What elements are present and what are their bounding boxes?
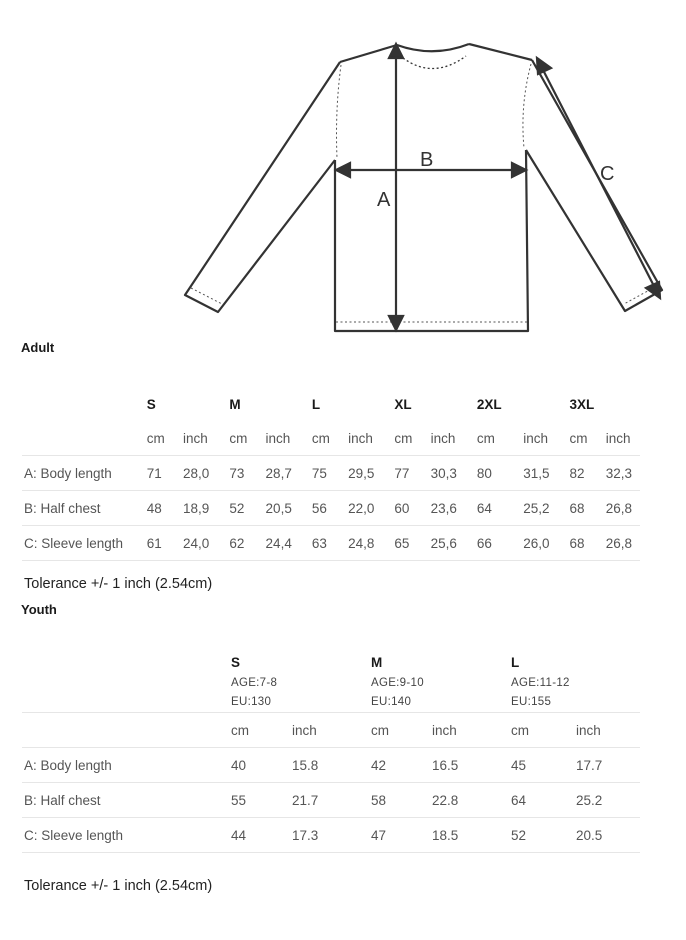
row-label: C: Sleeve length (22, 526, 145, 561)
corner-cell (22, 421, 145, 456)
measurement-value: 61 (145, 526, 181, 561)
adult-unit-row (22, 421, 640, 456)
table-row (22, 818, 640, 853)
measurement-value: 25,2 (521, 491, 567, 526)
unit-header: cm (227, 421, 263, 456)
measurement-value: 40 (229, 748, 290, 783)
label-a: A (377, 189, 391, 211)
measurement-value: 29,5 (346, 456, 392, 491)
measurement-value: 20,5 (264, 491, 310, 526)
measurement-value: 60 (392, 491, 428, 526)
measurement-value: 21.7 (290, 783, 369, 818)
age-label: AGE:7-8 (231, 677, 278, 689)
measurement-value: 26,8 (604, 526, 640, 561)
measurement-value: 65 (392, 526, 428, 561)
measurement-value: 23,6 (429, 491, 475, 526)
measurement-value: 30,3 (429, 456, 475, 491)
measurement-value: 17.3 (290, 818, 369, 853)
size-header: XL (394, 396, 412, 412)
youth-size-table (22, 632, 640, 853)
measurement-value: 28,0 (181, 456, 227, 491)
label-c: C (600, 163, 615, 185)
measurement-value: 16.5 (430, 748, 509, 783)
size-header: L (511, 655, 520, 670)
eu-label: EU:140 (371, 696, 412, 708)
row-label: B: Half chest (22, 783, 229, 818)
measurement-value: 24,8 (346, 526, 392, 561)
measurement-value: 73 (227, 456, 263, 491)
measurement-value: 18,9 (181, 491, 227, 526)
corner-cell (22, 387, 145, 421)
size-header: M (229, 396, 241, 412)
unit-header: inch (604, 421, 640, 456)
size-age-info (509, 674, 640, 713)
measurement-value: 31,5 (521, 456, 567, 491)
unit-header: inch (574, 713, 640, 748)
right-sleeve (526, 60, 662, 311)
youth-age-row (22, 674, 640, 713)
measurement-value: 68 (568, 526, 604, 561)
measurement-value: 24,4 (264, 526, 310, 561)
arrow-c (541, 66, 656, 290)
eu-label: EU:155 (511, 696, 552, 708)
measurement-value: 55 (229, 783, 290, 818)
measurement-value: 82 (568, 456, 604, 491)
measurement-value: 62 (227, 526, 263, 561)
size-header: L (311, 396, 321, 412)
measurement-value: 20.5 (574, 818, 640, 853)
unit-header: cm (475, 421, 521, 456)
collar-inner (403, 56, 466, 69)
corner-cell (22, 674, 229, 713)
corner-cell (22, 713, 229, 748)
right-shoulder (469, 44, 532, 60)
adult-tolerance: Tolerance +/- 1 inch (2.54cm) (24, 576, 213, 592)
measurement-value: 26,0 (521, 526, 567, 561)
unit-header: cm (509, 713, 574, 748)
row-label: A: Body length (22, 748, 229, 783)
size-header: S (146, 396, 156, 412)
measurement-value: 17.7 (574, 748, 640, 783)
measurement-value: 45 (509, 748, 574, 783)
measurement-value: 77 (392, 456, 428, 491)
unit-header: cm (568, 421, 604, 456)
measurement-value: 42 (369, 748, 430, 783)
measurement-value: 68 (568, 491, 604, 526)
unit-header: cm (229, 713, 290, 748)
measurement-value: 25,6 (429, 526, 475, 561)
adult-size-row (22, 387, 640, 421)
measurement-value: 47 (369, 818, 430, 853)
measurement-value: 25.2 (574, 783, 640, 818)
left-shoulder (340, 45, 397, 62)
adult-size-table (22, 387, 640, 561)
label-b: B (420, 149, 434, 171)
unit-header: inch (181, 421, 227, 456)
age-label: AGE:9-10 (371, 677, 424, 689)
size-age-info (369, 674, 509, 713)
unit-header: cm (310, 421, 346, 456)
measurement-value: 56 (310, 491, 346, 526)
unit-header: inch (429, 421, 475, 456)
measurement-value: 52 (227, 491, 263, 526)
corner-cell (22, 632, 229, 674)
size-header: 2XL (476, 396, 502, 412)
measurement-value: 48 (145, 491, 181, 526)
size-age-info (229, 674, 369, 713)
measurement-value: 44 (229, 818, 290, 853)
garment-diagram (0, 0, 686, 340)
measurement-value: 71 (145, 456, 181, 491)
collar-outer (397, 44, 469, 51)
left-armhole-seam (337, 65, 342, 158)
adult-title: Adult (21, 340, 55, 355)
size-header: M (371, 655, 383, 670)
table-row (22, 456, 640, 491)
table-row (22, 491, 640, 526)
youth-tolerance: Tolerance +/- 1 inch (2.54cm) (24, 878, 213, 894)
table-row (22, 526, 640, 561)
measurement-value: 28,7 (264, 456, 310, 491)
row-label: B: Half chest (22, 491, 145, 526)
unit-header: inch (430, 713, 509, 748)
unit-header: cm (145, 421, 181, 456)
measurement-value: 22.8 (430, 783, 509, 818)
measurement-value: 66 (475, 526, 521, 561)
unit-header: inch (290, 713, 369, 748)
measurement-value: 63 (310, 526, 346, 561)
table-row (22, 748, 640, 783)
measurement-value: 15.8 (290, 748, 369, 783)
youth-unit-row (22, 713, 640, 748)
youth-title: Youth (21, 602, 57, 617)
measurement-value: 52 (509, 818, 574, 853)
measurement-value: 26,8 (604, 491, 640, 526)
youth-size-row (22, 632, 640, 674)
measurement-value: 24,0 (181, 526, 227, 561)
right-armhole-seam (523, 64, 531, 148)
measurement-value: 80 (475, 456, 521, 491)
measurement-value: 75 (310, 456, 346, 491)
measurement-value: 64 (509, 783, 574, 818)
unit-header: inch (264, 421, 310, 456)
measurement-value: 22,0 (346, 491, 392, 526)
unit-header: cm (369, 713, 430, 748)
measurement-value: 64 (475, 491, 521, 526)
unit-header: inch (346, 421, 392, 456)
measurement-value: 58 (369, 783, 430, 818)
size-header: 3XL (569, 396, 595, 412)
row-label: C: Sleeve length (22, 818, 229, 853)
measurement-value: 32,3 (604, 456, 640, 491)
row-label: A: Body length (22, 456, 145, 491)
table-row (22, 783, 640, 818)
unit-header: cm (392, 421, 428, 456)
left-sleeve (185, 62, 340, 312)
age-label: AGE:11-12 (511, 677, 570, 689)
measurement-value: 18.5 (430, 818, 509, 853)
shirt-body (335, 150, 528, 331)
size-header: S (231, 655, 241, 670)
eu-label: EU:130 (231, 696, 272, 708)
unit-header: inch (521, 421, 567, 456)
